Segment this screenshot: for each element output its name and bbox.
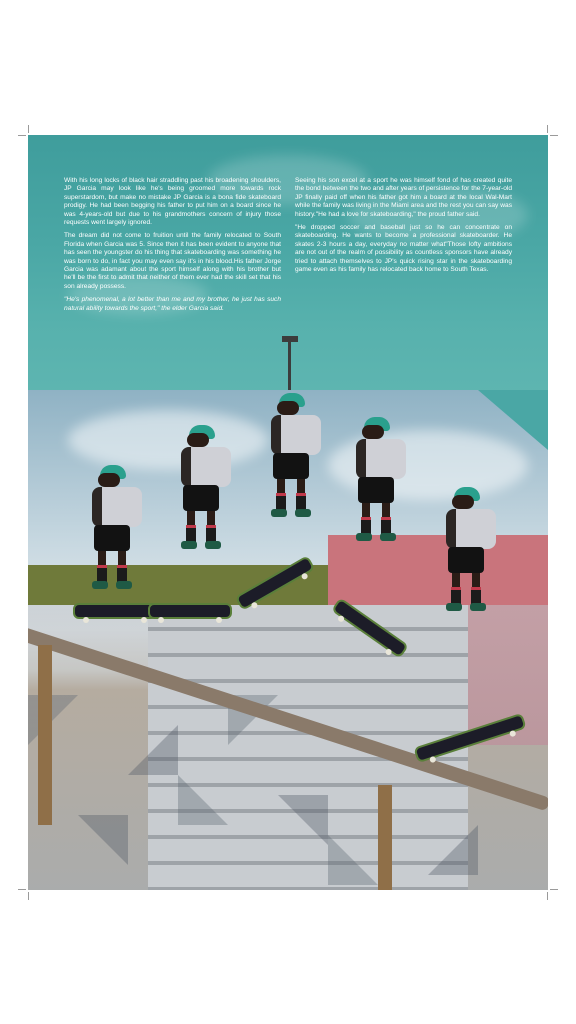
geo-triangle bbox=[328, 835, 378, 885]
geo-triangle bbox=[128, 725, 178, 775]
skateboard bbox=[148, 603, 232, 619]
crop-mark-tl-v bbox=[28, 125, 29, 133]
crop-mark-bl-v bbox=[28, 892, 29, 900]
paragraph: Seeing his son excel at a sport he was himself fond of has created quite the bond between the two and after years of persistence for the 7-year-old JP finally paid off when his father got him a board at the local Wal-Mart while the family was living in the Miami area and the rest you can say was history."He had a love for skateboarding," the proud father said. bbox=[295, 177, 512, 218]
skater-figure bbox=[438, 487, 492, 637]
skater-figure bbox=[263, 393, 317, 543]
article-text bbox=[64, 177, 512, 392]
geo-triangle bbox=[278, 795, 328, 845]
crop-mark-tr-v bbox=[547, 125, 548, 133]
skater-figure bbox=[348, 417, 402, 567]
magazine-page bbox=[28, 135, 548, 890]
rail-post bbox=[38, 645, 52, 825]
crop-mark-br-h bbox=[550, 889, 558, 890]
paragraph: "He dropped soccer and baseball just so he can concentrate on skateboarding. He wants to become a professional skateboarder. He skates 2-3 hours a day, everyday no matter what"Those lofty ambitions are not out of the realm of possibility as countless sponsors have already tried to attach themselves to JP's quick rising star in the skateboarding game even as his family has relocated back home to South Texas. bbox=[295, 224, 512, 274]
article-column-right bbox=[295, 177, 512, 392]
crop-mark-bl-h bbox=[18, 889, 26, 890]
paragraph: The dream did not come to fruition until the family relocated to South Florida when Garcia was 5. Since then it has been evident to anyone that has seen the youngster do his thing that skateboarding was something he was born to do, in fact you may even say it's in his blood.His father Jorge Garcia was adamant about the sport himself along with his brother but he'll be the first to admit that neither of them ever had the skill set that his son already possess. bbox=[64, 232, 281, 290]
geo-triangle bbox=[428, 825, 478, 875]
rail-post bbox=[378, 785, 392, 890]
geo-triangle bbox=[28, 695, 78, 745]
skater-figure bbox=[173, 425, 227, 575]
crop-mark-tl-h bbox=[18, 135, 26, 136]
crop-mark-tr-h bbox=[550, 135, 558, 136]
geo-triangle bbox=[78, 815, 128, 865]
skateboard bbox=[73, 603, 157, 619]
pull-quote: "He's phenomenal, a lot better than me and my brother, he just has such natural ability towards the sport," the elder Garcia said. bbox=[64, 296, 281, 312]
geo-triangle bbox=[178, 775, 228, 825]
teal-corner-notch bbox=[478, 390, 548, 450]
paragraph: With his long locks of black hair straddling past his broadening shoulders, JP Garcia may look like he's being groomed more towards rock superstardom, but make no mistake JP Garcia is a bona fide skateboard prodigy. He had been begging his father to put him on a board since he was 4-years-old but due to his grandmothers concern of injury those requests went largely ignored. bbox=[64, 177, 281, 227]
article-column-left bbox=[64, 177, 281, 392]
skater-figure bbox=[84, 465, 138, 615]
crop-mark-br-v bbox=[547, 892, 548, 900]
